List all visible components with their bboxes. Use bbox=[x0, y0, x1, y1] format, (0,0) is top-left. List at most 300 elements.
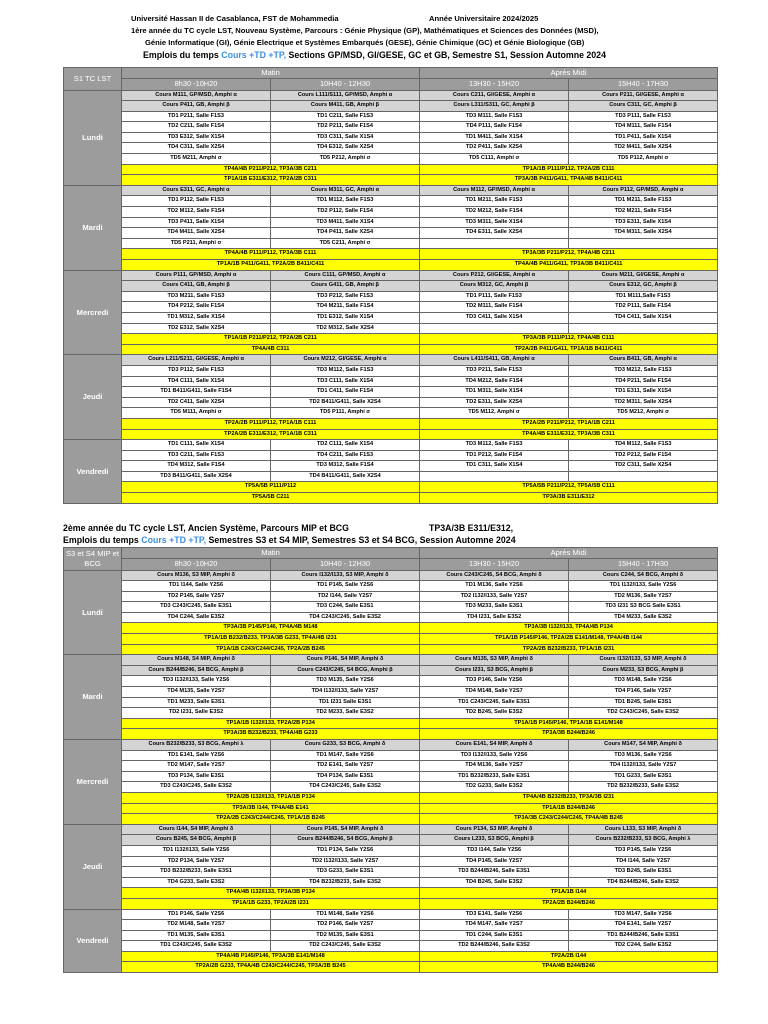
tp-practical-cell: TP3A/3B I144, TP4A/4B E141 bbox=[122, 803, 420, 814]
td-cell: TD1 M211, Salle F1S3 bbox=[420, 196, 569, 207]
title-prefix: Emplois du temps bbox=[143, 50, 219, 60]
schedule-row bbox=[64, 920, 718, 931]
tp-practical-cell: TP3A/3B P211/P212, TP4A/4B C211 bbox=[420, 249, 718, 260]
course-cell: Cours E311, GC, Amphi α bbox=[122, 185, 271, 196]
td-cell: TD3 P211, Salle F1S3 bbox=[420, 365, 569, 376]
schedule-row bbox=[64, 676, 718, 687]
course-cell: Cours M147, S4 MIP, Amphi δ bbox=[569, 740, 718, 751]
schedule-row bbox=[64, 898, 718, 909]
td-cell: TD2 M312, Salle X2S4 bbox=[271, 323, 420, 334]
day-label: Jeudi bbox=[64, 824, 122, 909]
academic-year: Année Universitaire 2024/2025 bbox=[429, 14, 539, 23]
course-cell: Cours L133, S3 MIP, Amphi δ bbox=[569, 824, 718, 835]
td-cell: TD4 M312, Salle F1S4 bbox=[122, 461, 271, 472]
title-suffix: Sections GP/MSD, GI/GESE, GC et GB, Semestre S1, Session Automne 2024 bbox=[288, 50, 606, 60]
td-cell: TD2 P146, Salle Y2S7 bbox=[271, 920, 420, 931]
td-cell: TD4 C244, Salle E3S2 bbox=[122, 612, 271, 623]
course-cell: Cours E312, GC, Amphi β bbox=[569, 281, 718, 292]
schedule-row bbox=[64, 856, 718, 867]
td-cell: TD3 M411, Salle X1S4 bbox=[271, 217, 420, 228]
td-cell: TD2 P112, Salle F1S4 bbox=[271, 207, 420, 218]
schedule-row bbox=[64, 782, 718, 793]
course-cell: Cours B411, GB, Amphi α bbox=[569, 355, 718, 366]
tp-practical-cell: TP1A/1B B244/B246 bbox=[420, 803, 718, 814]
schedule-row bbox=[64, 708, 718, 719]
course-cell: Cours M212, GI/GESE, Amphi α bbox=[271, 355, 420, 366]
course-cell: Cours I132/I133, S3 MIP, Amphi δ bbox=[271, 570, 420, 581]
td-cell: TD5 M211, Amphi σ bbox=[122, 154, 271, 165]
schedule-row bbox=[64, 803, 718, 814]
course-cell: Cours L211/S211, GI/GESE, Amphi α bbox=[122, 355, 271, 366]
course-cell: Cours E141, S4 MIP, Amphi δ bbox=[420, 740, 569, 751]
td-cell: TD1 E312, Salle X1S4 bbox=[271, 312, 420, 323]
td-cell: TD4 I132/I133, Salle Y2S7 bbox=[271, 687, 420, 698]
schedule-row bbox=[64, 644, 718, 655]
day-label: Vendredi bbox=[64, 440, 122, 504]
course-cell: Cours B232/B233, S3 BCG, Amphi λ bbox=[122, 740, 271, 751]
td-cell: TD3 B245, Salle E3S1 bbox=[569, 867, 718, 878]
header-line: Génie Informatique (GI), Génie Electrique et Systèmes Embarqués (GESE), Génie Chimique (GC) et Génie Biologique (GB) bbox=[145, 38, 585, 47]
course-cell: Cours L411/S411, GB, Amphi α bbox=[420, 355, 569, 366]
td-cell: TD1 P212, Salle F1S4 bbox=[420, 450, 569, 461]
td-cell: TD4 P212, Salle F1S4 bbox=[122, 302, 271, 313]
schedule-row bbox=[64, 814, 718, 825]
course-cell: Cours M211, GI/GESE, Amphi α bbox=[569, 270, 718, 281]
td-cell: TD1 P211, Salle F1S3 bbox=[122, 111, 271, 122]
tp-practical-cell: TP2A/2B P411/G411, TP1A/1B B411/C411 bbox=[420, 344, 718, 355]
tp-practical-cell: TP2A/2B P211/P212, TP1A/1B C211 bbox=[420, 418, 718, 429]
td-cell: TD2 I132/I133, Salle Y2S7 bbox=[271, 856, 420, 867]
header-line-right: TP3A/3B E311/E312, bbox=[429, 523, 514, 533]
td-cell: TD4 M135, Salle Y2S7 bbox=[122, 687, 271, 698]
td-cell: TD2 P211, Salle F1S4 bbox=[271, 122, 420, 133]
td-cell: TD3 P411, Salle X1S4 bbox=[122, 217, 271, 228]
td-cell: TD2 M148, Salle Y2S7 bbox=[122, 920, 271, 931]
schedule-row bbox=[64, 761, 718, 772]
timetable-s1-body bbox=[64, 68, 718, 504]
td-cell: TD1 M211, Salle F1S3 bbox=[569, 196, 718, 207]
td-cell: TD3 M136, Salle Y2S6 bbox=[569, 750, 718, 761]
course-cell: Cours P134, S3 MIP, Amphi δ bbox=[420, 824, 569, 835]
schedule-row bbox=[64, 471, 718, 482]
course-cell: Cours M411, GB, Amphi β bbox=[271, 101, 420, 112]
schedule-row bbox=[64, 302, 718, 313]
td-cell: TD1 M312, Salle X1S4 bbox=[122, 312, 271, 323]
schedule-row bbox=[64, 623, 718, 634]
schedule-row bbox=[64, 867, 718, 878]
schedule-row bbox=[64, 122, 718, 133]
td-cell: TD2 B232/B233, Salle E3S2 bbox=[569, 782, 718, 793]
time-slot-header: 10H40 - 12H30 bbox=[271, 79, 420, 91]
td-cell: TD4 M111, Salle F1S4 bbox=[569, 122, 718, 133]
tp-practical-cell: TP3A/3B B244/B246 bbox=[420, 729, 718, 740]
tp-practical-cell: TP1A/1B P145/P146, TP2A/2B E141/M148, TP4A/4B I144 bbox=[420, 634, 718, 645]
td-cell: TD2 P134, Salle Y2S7 bbox=[122, 856, 271, 867]
period-header-row bbox=[64, 68, 718, 79]
td-cell: TD2 M111, Salle F1S4 bbox=[420, 302, 569, 313]
td-cell: TD2 C244, Salle E3S2 bbox=[569, 941, 718, 952]
td-cell: TD4 C411, Salle X1S4 bbox=[569, 312, 718, 323]
td-cell: TD3 P146, Salle Y2S6 bbox=[420, 676, 569, 687]
tp-practical-cell: TP1A/1B G233, TP2A/2B I231 bbox=[122, 898, 420, 909]
schedule-row bbox=[64, 376, 718, 387]
schedule-row bbox=[64, 909, 718, 920]
tp-practical-cell: TP5A/5B C211 bbox=[122, 493, 420, 504]
td-cell: TD1 M233, Salle E3S1 bbox=[122, 697, 271, 708]
td-cell: TD2 M233, Salle E3S2 bbox=[271, 708, 420, 719]
td-cell: TD2 C411, Salle X2S4 bbox=[122, 397, 271, 408]
table-corner-label: S3 et S4 MIP et BCG bbox=[64, 548, 122, 571]
td-cell: TD1 M111,Salle F1S3 bbox=[569, 291, 718, 302]
td-cell: TD4 B232/B233, Salle E3S2 bbox=[271, 877, 420, 888]
course-cell: Cours P212, GI/GESE, Amphi α bbox=[420, 270, 569, 281]
td-cell: TD3 C211, Salle F1S3 bbox=[122, 450, 271, 461]
course-cell: Cours P111, GP/MSD, Amphi α bbox=[122, 270, 271, 281]
td-cell: TD1 C411, Salle F1S4 bbox=[271, 387, 420, 398]
td-cell: TD3 M135, Salle Y2S6 bbox=[271, 676, 420, 687]
tp-practical-cell: TP4A/4B P411/G411, TP3A/3B B411/C411 bbox=[420, 260, 718, 271]
course-cell: Cours M233, S3 BCG, Amphi β bbox=[569, 665, 718, 676]
td-cell: TD4 B244/B246, Salle E3S2 bbox=[569, 877, 718, 888]
timetable-s3-s4-body bbox=[64, 548, 718, 973]
schedule-row bbox=[64, 877, 718, 888]
td-cell: TD2 I144, Salle Y2S7 bbox=[271, 591, 420, 602]
td-cell: TD2 C211, Salle F1S4 bbox=[122, 122, 271, 133]
td-cell: TD3 C243/C245, Salle E3S2 bbox=[122, 782, 271, 793]
period-morning: Matin bbox=[122, 68, 420, 79]
td-cell: TD3 M212, Salle F1S3 bbox=[569, 365, 718, 376]
schedule-row bbox=[64, 185, 718, 196]
tp-practical-cell: TP3A/3B C243/C244/C245, TP4A/4B B245 bbox=[420, 814, 718, 825]
schedule-row bbox=[64, 461, 718, 472]
tp-practical-cell: TP5A/5B P211/P212, TP5A/5B C111 bbox=[420, 482, 718, 493]
schedule-row bbox=[64, 665, 718, 676]
schedule-row bbox=[64, 143, 718, 154]
timetable-s1 bbox=[63, 67, 718, 504]
schedule-row bbox=[64, 387, 718, 398]
td-cell: TD1 M411, Salle X1S4 bbox=[420, 132, 569, 143]
schedule-row bbox=[64, 888, 718, 899]
schedule-row bbox=[64, 450, 718, 461]
course-cell: Cours P146, S4 MIP, Amphi δ bbox=[271, 655, 420, 666]
td-cell: TD4 I144, Salle Y2S7 bbox=[569, 856, 718, 867]
course-cell: Cours M311, GC, Amphi α bbox=[271, 185, 420, 196]
td-cell: TD3 M112, Salle F1S3 bbox=[271, 365, 420, 376]
tp-practical-cell: TP4A/4B P111/P112, TP3A/3B C111 bbox=[122, 249, 420, 260]
timetable-title bbox=[63, 535, 516, 546]
td-cell: TD2 P111, Salle F1S4 bbox=[569, 302, 718, 313]
td-cell: TD4 C111, Salle X1S4 bbox=[122, 376, 271, 387]
course-cell: Cours C411, GB, Amphi β bbox=[122, 281, 271, 292]
schedule-row bbox=[64, 655, 718, 666]
td-cell: TD3 P112, Salle F1S3 bbox=[122, 365, 271, 376]
course-cell: Cours G233, S3 BCG, Amphi δ bbox=[271, 740, 420, 751]
schedule-row bbox=[64, 570, 718, 581]
td-cell: TD3 E141, Salle Y2S6 bbox=[420, 909, 569, 920]
td-cell: TD2 I231, Salle E3S2 bbox=[122, 708, 271, 719]
td-cell: TD3 C111, Salle X1S4 bbox=[271, 376, 420, 387]
td-cell: TD4 I132/I133, Salle Y2S7 bbox=[569, 761, 718, 772]
day-label: Lundi bbox=[64, 90, 122, 185]
td-cell: TD3 P145, Salle Y2S6 bbox=[569, 845, 718, 856]
td-cell: TD1 M136, Salle Y2S6 bbox=[420, 581, 569, 592]
title-suffix: Semestres S3 et S4 MIP, Semestres S3 et S4 BCG, Session Automne 2024 bbox=[208, 535, 516, 545]
td-cell: TD4 P111, Salle F1S4 bbox=[420, 122, 569, 133]
schedule-row bbox=[64, 164, 718, 175]
schedule-row bbox=[64, 270, 718, 281]
td-cell: TD1 C243/C245, Salle E3S1 bbox=[420, 697, 569, 708]
td-cell: TD3 M211, Salle F1S3 bbox=[122, 291, 271, 302]
td-cell: TD1 C311, Salle X1S4 bbox=[420, 461, 569, 472]
td-cell: TD2 C243/C245, Salle E3S2 bbox=[271, 941, 420, 952]
td-cell bbox=[420, 471, 569, 482]
schedule-row bbox=[64, 951, 718, 962]
tp-practical-cell: TP2A/2B I144 bbox=[420, 951, 718, 962]
course-cell: Cours I231, S3 BCG, Amphi β bbox=[420, 665, 569, 676]
schedule-row bbox=[64, 408, 718, 419]
day-label: Jeudi bbox=[64, 355, 122, 440]
schedule-row bbox=[64, 687, 718, 698]
schedule-row bbox=[64, 101, 718, 112]
time-slot-header: 13H30 - 15H20 bbox=[420, 559, 569, 571]
schedule-row bbox=[64, 930, 718, 941]
course-cell: Cours B244/B246, S4 BCG, Amphi β bbox=[122, 665, 271, 676]
schedule-row bbox=[64, 154, 718, 165]
day-label: Lundi bbox=[64, 570, 122, 655]
tp-practical-cell: TP1A/1B I132/I133, TP2A/2B P134 bbox=[122, 718, 420, 729]
td-cell: TD1 B244/B246, Salle E3S1 bbox=[569, 930, 718, 941]
schedule-row bbox=[64, 581, 718, 592]
td-cell: TD2 M147, Salle Y2S7 bbox=[122, 761, 271, 772]
title-prefix: Emplois du temps bbox=[63, 535, 139, 545]
course-cell: Cours M148, S4 MIP, Amphi δ bbox=[122, 655, 271, 666]
td-cell: TD4 M112, Salle F1S3 bbox=[569, 440, 718, 451]
td-cell: TD4 M136, Salle Y2S7 bbox=[420, 761, 569, 772]
td-cell: TD1 C243/C245, Salle E3S2 bbox=[122, 941, 271, 952]
td-cell: TD2 M411, Salle X2S4 bbox=[569, 143, 718, 154]
period-morning: Matin bbox=[122, 548, 420, 559]
td-cell: TD1 M148, Salle Y2S6 bbox=[271, 909, 420, 920]
course-cell: Cours M136, S3 MIP, Amphi δ bbox=[122, 570, 271, 581]
td-cell: TD1 I231 Salle E3S1 bbox=[271, 697, 420, 708]
td-cell: TD5 M212, Amphi σ bbox=[569, 408, 718, 419]
header-line: 1ère année du TC cycle LST, Nouveau Système, Parcours : Génie Physique (GP), Mathématiques et Sciences des Données (MSD), bbox=[131, 26, 599, 35]
tp-practical-cell: TP3A/3B P411/G411, TP4A/4B B411/C411 bbox=[420, 175, 718, 186]
td-cell: TD1 P112, Salle F1S3 bbox=[122, 196, 271, 207]
schedule-row bbox=[64, 344, 718, 355]
td-cell: TD5 P112, Amphi σ bbox=[569, 154, 718, 165]
td-cell: TD2 E311, Salle X2S4 bbox=[420, 397, 569, 408]
td-cell: TD4 P145, Salle Y2S7 bbox=[420, 856, 569, 867]
schedule-row bbox=[64, 792, 718, 803]
schedule-row bbox=[64, 217, 718, 228]
schedule-row bbox=[64, 634, 718, 645]
td-cell: TD3 M112, Salle F1S3 bbox=[420, 440, 569, 451]
td-cell bbox=[569, 238, 718, 249]
schedule-row bbox=[64, 740, 718, 751]
td-cell bbox=[569, 471, 718, 482]
course-cell: Cours L233, S3 BCG, Amphi β bbox=[420, 835, 569, 846]
table-corner-label: S1 TC LST bbox=[64, 68, 122, 91]
period-afternoon: Après Midi bbox=[420, 68, 718, 79]
tp-practical-cell: TP1A/1B P111/P112, TP2A/2B C111 bbox=[420, 164, 718, 175]
td-cell: TD2 B411/G411, Salle X2S4 bbox=[271, 397, 420, 408]
tp-practical-cell: TP2A/2B P111/P112, TP1A/1B C111 bbox=[122, 418, 420, 429]
td-cell: TD2 M212, Salle F1S4 bbox=[420, 207, 569, 218]
schedule-row bbox=[64, 771, 718, 782]
td-cell: TD2 B244/B246, Salle E3S2 bbox=[420, 941, 569, 952]
td-cell: TD4 M148, Salle Y2S7 bbox=[420, 687, 569, 698]
td-cell: TD2 M136, Salle Y2S7 bbox=[569, 591, 718, 602]
td-cell: TD1 B245, Salle E3S1 bbox=[569, 697, 718, 708]
td-cell: TD4 B411/G411, Salle X2S4 bbox=[271, 471, 420, 482]
day-label: Mardi bbox=[64, 185, 122, 270]
td-cell: TD4 I231, Salle E3S2 bbox=[420, 612, 569, 623]
schedule-row bbox=[64, 281, 718, 292]
td-cell: TD1 M147, Salle Y2S6 bbox=[271, 750, 420, 761]
td-cell: TD3 C243/C245, Salle E3S1 bbox=[122, 602, 271, 613]
schedule-row bbox=[64, 697, 718, 708]
schedule-row bbox=[64, 729, 718, 740]
td-cell: TD2 C111, Salle X1S4 bbox=[271, 440, 420, 451]
tp-practical-cell: TP5A/5B P111/P112 bbox=[122, 482, 420, 493]
td-cell: TD2 P212, Salle F1S4 bbox=[569, 450, 718, 461]
schedule-row bbox=[64, 323, 718, 334]
tp-practical-cell: TP4A/4B C311 bbox=[122, 344, 420, 355]
schedule-row bbox=[64, 365, 718, 376]
td-cell: TD4 C243/C245, Salle E3S2 bbox=[271, 612, 420, 623]
time-slot-header: 10H40 - 12H30 bbox=[271, 559, 420, 571]
tp-practical-cell: TP3A/3B P111/P112, TP4A/4B C111 bbox=[420, 334, 718, 345]
course-cell: Cours M112, GP/MSD, Amphi α bbox=[420, 185, 569, 196]
td-cell: TD3 P134, Salle E3S1 bbox=[122, 771, 271, 782]
period-afternoon: Après Midi bbox=[420, 548, 718, 559]
slot-header-row bbox=[64, 559, 718, 571]
td-cell: TD2 B245, Salle E3S2 bbox=[420, 708, 569, 719]
td-cell: TD2 E312, Salle X2S4 bbox=[122, 323, 271, 334]
td-cell: TD4 B245, Salle E3S2 bbox=[420, 877, 569, 888]
tp-practical-cell: TP2A/2B C243/C244/C245, TP1A/1B B245 bbox=[122, 814, 420, 825]
tp-practical-cell: TP1A/1B P145/P146, TP1A/1B E141/M148 bbox=[420, 718, 718, 729]
td-cell: TD3 M311, Salle X1S4 bbox=[420, 217, 569, 228]
td-cell: TD2 C243/C245, Salle E3S2 bbox=[569, 708, 718, 719]
tp-practical-cell: TP2A/2B B232/B233, TP1A/1B I231 bbox=[420, 644, 718, 655]
td-cell: TD3 M233, Salle E3S1 bbox=[420, 602, 569, 613]
td-cell: TD3 B232/B233, Salle E3S1 bbox=[122, 867, 271, 878]
tp-practical-cell: TP3A/3B E311/E312 bbox=[420, 493, 718, 504]
schedule-row bbox=[64, 750, 718, 761]
td-cell: TD5 P211, Amphi σ bbox=[122, 238, 271, 249]
td-cell: TD1 P111, Salle F1S3 bbox=[420, 291, 569, 302]
schedule-row bbox=[64, 845, 718, 856]
td-cell: TD4 C243/C245, Salle E3S2 bbox=[271, 782, 420, 793]
course-cell: Cours B245, S4 BCG, Amphi β bbox=[122, 835, 271, 846]
td-cell: TD3 B411/G411, Salle X2S4 bbox=[122, 471, 271, 482]
schedule-row bbox=[64, 397, 718, 408]
td-cell: TD1 M135, Salle E3S1 bbox=[122, 930, 271, 941]
schedule-row bbox=[64, 249, 718, 260]
schedule-row bbox=[64, 418, 718, 429]
td-cell: TD4 C311, Salle X2S4 bbox=[122, 143, 271, 154]
td-cell: TD1 M311, Salle X1S4 bbox=[420, 387, 569, 398]
course-cell: Cours M135, S3 MIP, Amphi δ bbox=[420, 655, 569, 666]
course-cell: Cours B232/B233, S3 BCG, Amphi λ bbox=[569, 835, 718, 846]
tp-practical-cell: TP1A/1B C243/C244/C245, TP2A/2B B245 bbox=[122, 644, 420, 655]
course-cell: Cours C244, S4 BCG, Amphi δ bbox=[569, 570, 718, 581]
day-label: Vendredi bbox=[64, 909, 122, 973]
schedule-row bbox=[64, 90, 718, 101]
schedule-row bbox=[64, 132, 718, 143]
timetable-s3-s4 bbox=[63, 547, 718, 973]
td-cell: TD4 P134, Salle E3S1 bbox=[271, 771, 420, 782]
td-cell: TD1 C111, Salle X1S4 bbox=[122, 440, 271, 451]
tp-practical-cell: TP4A/4B E311/E312, TP3A/3B C311 bbox=[420, 429, 718, 440]
schedule-row bbox=[64, 482, 718, 493]
td-cell: TD3 B244/B246, Salle E3S1 bbox=[420, 867, 569, 878]
td-cell: TD4 M147, Salle Y2S7 bbox=[420, 920, 569, 931]
schedule-row bbox=[64, 312, 718, 323]
td-cell: TD4 E312, Salle X2S4 bbox=[271, 143, 420, 154]
td-cell: TD3 C311, Salle X1S4 bbox=[271, 132, 420, 143]
schedule-row bbox=[64, 111, 718, 122]
td-cell: TD5 P111, Amphi σ bbox=[271, 408, 420, 419]
tp-practical-cell: TP2A/2B E311/E312, TP1A/1B C311 bbox=[122, 429, 420, 440]
tp-practical-cell: TP1A/1B E311/E312, TP2A/2B C311 bbox=[122, 175, 420, 186]
timetable-title bbox=[143, 50, 606, 61]
course-cell: Cours C311, GC, Amphi β bbox=[569, 101, 718, 112]
course-cell: Cours B244/B246, S4 BCG, Amphi β bbox=[271, 835, 420, 846]
tp-practical-cell: TP1A/1B P411/G411, TP2A/2B B411/C411 bbox=[122, 260, 420, 271]
td-cell bbox=[569, 323, 718, 334]
schedule-row bbox=[64, 175, 718, 186]
td-cell: TD3 M147, Salle Y2S6 bbox=[569, 909, 718, 920]
course-cell: Cours C243/C245, S4 BCG, Amphi δ bbox=[420, 570, 569, 581]
td-cell: TD1 I132/I133, Salle Y2S6 bbox=[569, 581, 718, 592]
time-slot-header: 13H30 - 15H20 bbox=[420, 79, 569, 91]
td-cell: TD1 P134, Salle Y2S6 bbox=[271, 845, 420, 856]
td-cell: TD3 C411, Salle X1S4 bbox=[420, 312, 569, 323]
td-cell: TD1 B411/G411, Salle F1S4 bbox=[122, 387, 271, 398]
td-cell: TD4 M212, Salle F1S4 bbox=[420, 376, 569, 387]
td-cell: TD2 M211, Salle F1S4 bbox=[569, 207, 718, 218]
td-cell: TD4 E311, Salle X2S4 bbox=[420, 228, 569, 239]
td-cell: TD3 P212, Salle F1S3 bbox=[271, 291, 420, 302]
slot-header-row bbox=[64, 79, 718, 91]
course-cell: Cours L311/S311, GC, Amphi β bbox=[420, 101, 569, 112]
td-cell: TD1 P146, Salle Y2S6 bbox=[122, 909, 271, 920]
td-cell: TD2 G233, Salle E3S2 bbox=[420, 782, 569, 793]
course-cell: Cours M312, GC, Amphi β bbox=[420, 281, 569, 292]
td-cell: TD1 C211, Salle F1S3 bbox=[271, 111, 420, 122]
schedule-row bbox=[64, 334, 718, 345]
time-slot-header: 8h30 -10H20 bbox=[122, 79, 271, 91]
td-cell: TD3 I132/I133, Salle Y2S6 bbox=[420, 750, 569, 761]
course-cell: Cours C243/C245, S4 BCG, Amphi β bbox=[271, 665, 420, 676]
course-cell: Cours I132/I133, S3 MIP, Amphi δ bbox=[569, 655, 718, 666]
schedule-row bbox=[64, 493, 718, 504]
td-cell: TD3 I144, Salle Y2S6 bbox=[420, 845, 569, 856]
td-cell: TD4 M211, Salle F1S4 bbox=[271, 302, 420, 313]
td-cell: TD4 P211, Salle F1S4 bbox=[569, 376, 718, 387]
td-cell: TD5 M112, Amphi σ bbox=[420, 408, 569, 419]
tp-practical-cell: TP2A/2B I132/I133, TP1A/1B P134 bbox=[122, 792, 420, 803]
td-cell: TD3 M148, Salle Y2S6 bbox=[569, 676, 718, 687]
schedule-row bbox=[64, 718, 718, 729]
tp-practical-cell: TP3A/3B B232/B233, TP4A/4B G233 bbox=[122, 729, 420, 740]
td-cell: TD1 I144, Salle Y2S6 bbox=[122, 581, 271, 592]
university-name: Université Hassan II de Casablanca, FST de Mohammedia bbox=[131, 14, 339, 23]
td-cell bbox=[420, 238, 569, 249]
